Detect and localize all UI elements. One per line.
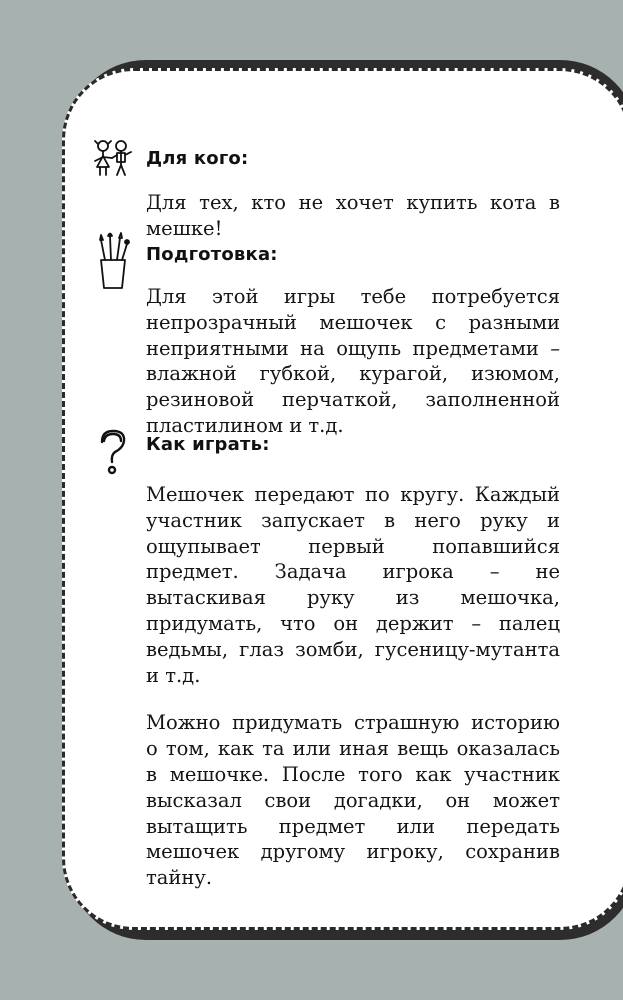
question-mark-icon	[90, 421, 136, 467]
for-whom-heading: Для кого:	[146, 147, 249, 169]
how-to-play-text-2: Можно придумать страшную историю о том, как та или иная вещь оказалась в мешочке. После того как участник высказал свои догадки, он может вытащить предмет или передать мешочек другому игроку, сохранив тайну.	[146, 711, 560, 890]
section-preparation	[90, 234, 560, 439]
how-to-play-text-1: Мешочек передают по кругу. Каждый участник запускает в него руку и ощупывает первый попавшийся предмет. Задача игрока – не вытаскивая руку из мешочка, придумать, что он держит – палец ведьмы, глаз зомби, гусеницу-мутанта и т.д.	[146, 483, 560, 687]
kids-icon	[90, 135, 136, 181]
preparation-heading: Подготовка:	[146, 243, 278, 265]
how-to-play-heading: Как играть:	[146, 433, 270, 455]
section-how-to-play	[90, 424, 560, 891]
for-whom-text: Для тех, кто не хочет купить кота в мешке!	[146, 191, 560, 240]
preparation-text: Для этой игры тебе потребуется непрозрачный мешочек с разными неприятными на ощупь предметами – влажной губкой, курагой, изюмом, резиновой перчаткой, заполненной пластилином и т.д.	[146, 285, 560, 437]
section-for-whom	[90, 140, 560, 242]
brushes-cup-icon	[90, 231, 136, 277]
